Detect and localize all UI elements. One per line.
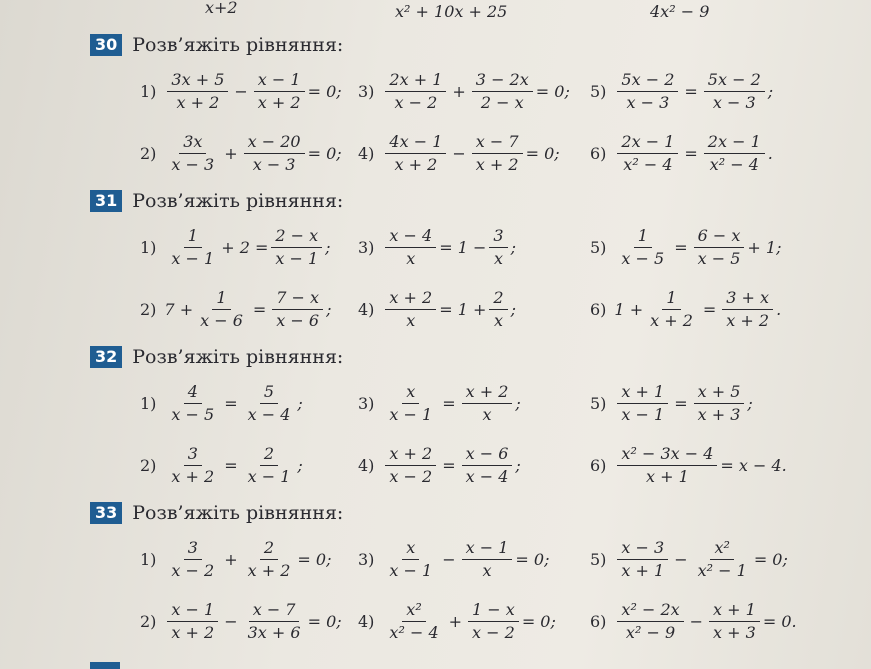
operator: =	[224, 455, 238, 475]
equation-1	[140, 372, 303, 434]
exercise-title: Розв’яжіть рівняння:	[132, 190, 344, 212]
expression-text: .	[776, 299, 782, 319]
fraction	[385, 287, 436, 332]
equation-3	[358, 216, 516, 278]
fraction	[385, 131, 446, 176]
equation-4	[358, 590, 556, 652]
numerator: 3x	[179, 131, 206, 154]
fraction	[709, 599, 760, 644]
fraction	[244, 381, 295, 426]
numerator: 1	[634, 225, 652, 248]
numerator: x + 5	[694, 381, 745, 404]
operator: −	[452, 143, 466, 163]
operator: =	[442, 393, 456, 413]
exercise-header	[90, 500, 870, 526]
next-exercise-badge-fragment	[90, 662, 120, 669]
previous-exercise-fragment	[0, 0, 871, 24]
denominator: x + 1	[621, 560, 665, 580]
fraction	[244, 443, 295, 488]
denominator: x − 5	[171, 404, 215, 424]
operator: +	[224, 549, 238, 569]
denominator: x	[493, 310, 503, 330]
numerator: 3 + x	[722, 287, 773, 310]
denominator: x − 3	[712, 92, 756, 112]
equation-4	[358, 122, 560, 184]
equation-3	[358, 528, 549, 590]
fraction	[167, 131, 218, 176]
fraction	[617, 131, 678, 176]
denominator: x	[482, 560, 492, 580]
fraction	[244, 537, 295, 582]
numerator: 3x + 5	[167, 69, 228, 92]
equation-label: 6)	[590, 455, 607, 475]
denominator: x − 4	[465, 466, 509, 486]
numerator: 5x − 2	[704, 69, 765, 92]
numerator: 4	[184, 381, 202, 404]
denominator: x² − 9	[625, 622, 676, 642]
fraction	[167, 69, 228, 114]
fraction	[244, 131, 305, 176]
fraction	[271, 225, 322, 270]
exercise-number-badge: 30	[90, 34, 122, 56]
expression-text: ;	[767, 81, 774, 101]
numerator: x + 1	[617, 381, 668, 404]
denominator: x	[482, 404, 492, 424]
equation-label: 6)	[590, 611, 607, 631]
denominator: x² − 4	[709, 154, 759, 174]
denominator: x − 3	[252, 154, 296, 174]
numerator: x − 3	[617, 537, 668, 560]
equation-label: 5)	[590, 237, 607, 257]
fraction	[489, 225, 507, 270]
equation-label: 4)	[358, 611, 375, 631]
equation-5	[590, 528, 788, 590]
numerator: x² − 2x	[617, 599, 683, 622]
top-expr-b: x² + 10x + 25	[395, 2, 508, 21]
numerator: 2x + 1	[385, 69, 446, 92]
fraction	[254, 69, 305, 114]
equation-5	[590, 60, 773, 122]
numerator: 4x − 1	[385, 131, 446, 154]
exercise-header	[90, 188, 870, 214]
equation-label: 4)	[358, 299, 375, 319]
numerator: 7 − x	[272, 287, 323, 310]
equation-label: 1)	[140, 237, 157, 257]
expression-text: = 0;	[307, 143, 342, 163]
denominator: 2 − x	[480, 92, 524, 112]
expression-text: = 0;	[753, 549, 788, 569]
fraction	[167, 225, 218, 270]
expression-text: = 0;	[535, 81, 570, 101]
denominator: x − 5	[621, 248, 665, 268]
expression-text: .	[767, 143, 773, 163]
numerator: x + 2	[385, 287, 436, 310]
denominator: x + 2	[650, 310, 693, 330]
expression-text: + 2 =	[221, 237, 269, 257]
fraction	[462, 443, 513, 488]
numerator: x − 1	[167, 599, 218, 622]
numerator: 1	[662, 287, 680, 310]
numerator: x	[402, 381, 419, 404]
fraction	[468, 599, 519, 644]
equation-label: 1)	[140, 81, 157, 101]
fraction	[167, 381, 218, 426]
equation-5	[590, 216, 781, 278]
equation-6	[590, 278, 781, 340]
denominator: x	[493, 248, 503, 268]
numerator: 1	[212, 287, 230, 310]
equation-label: 3)	[358, 549, 375, 569]
operator: +	[224, 143, 238, 163]
equation-label: 2)	[140, 455, 157, 475]
numerator: 1	[184, 225, 202, 248]
equation-label: 1)	[140, 549, 157, 569]
denominator: x + 2	[171, 466, 215, 486]
denominator: x² − 4	[623, 154, 673, 174]
operator: =	[684, 81, 698, 101]
fraction	[694, 225, 745, 270]
exercise-header	[90, 344, 870, 370]
fraction	[385, 443, 436, 488]
fraction	[167, 599, 218, 644]
fraction	[167, 537, 218, 582]
numerator: 3	[184, 443, 202, 466]
denominator: x − 1	[171, 248, 215, 268]
denominator: x + 2	[176, 92, 220, 112]
numerator: 2 − x	[271, 225, 322, 248]
operator: =	[442, 455, 456, 475]
exercise-header	[90, 32, 870, 58]
operator: −	[689, 611, 704, 631]
equation-2	[140, 278, 331, 340]
fraction	[244, 599, 305, 644]
fraction	[722, 287, 773, 332]
operator: −	[442, 549, 456, 569]
operator: −	[674, 549, 688, 569]
numerator: 3 − 2x	[472, 69, 533, 92]
expression-text: = 0;	[521, 611, 556, 631]
numerator: 3	[184, 537, 202, 560]
exercise-number-badge: 33	[90, 502, 122, 524]
equation-3	[358, 372, 521, 434]
exercise-title: Розв’яжіть рівняння:	[132, 34, 344, 56]
denominator: x + 2	[247, 560, 291, 580]
equation-label: 5)	[590, 393, 607, 413]
numerator: 3	[489, 225, 507, 248]
fraction	[385, 537, 436, 582]
numerator: 6 − x	[694, 225, 745, 248]
numerator: 2x − 1	[704, 131, 765, 154]
equation-1	[140, 216, 331, 278]
denominator: x + 2	[171, 622, 215, 642]
denominator: x + 1	[646, 466, 689, 486]
expression-text: ;	[747, 393, 753, 413]
denominator: x − 6	[276, 310, 320, 330]
numerator: 2	[260, 537, 278, 560]
expression-text: ;	[297, 455, 303, 475]
expression-text: + 1;	[747, 237, 782, 257]
expression-text: = 0.	[762, 611, 797, 631]
denominator: x − 1	[621, 404, 665, 424]
equation-label: 3)	[358, 237, 375, 257]
equation-label: 5)	[590, 549, 607, 569]
equation-6	[590, 122, 773, 184]
operator: −	[234, 81, 248, 101]
equation-1	[140, 60, 342, 122]
expression-text: 1 +	[614, 299, 644, 319]
denominator: x − 3	[171, 154, 215, 174]
numerator: 1 − x	[468, 599, 519, 622]
exercise-title: Розв’яжіть рівняння:	[132, 346, 344, 368]
equation-5	[590, 372, 753, 434]
expression-text: ;	[326, 299, 332, 319]
fraction	[704, 131, 765, 176]
denominator: x² − 4	[389, 622, 439, 642]
numerator: 2	[489, 287, 507, 310]
equation-3	[358, 60, 570, 122]
numerator: x − 1	[254, 69, 305, 92]
equation-4	[358, 434, 521, 496]
denominator: x + 3	[713, 622, 756, 642]
expression-text: 7 +	[164, 299, 194, 319]
equation-label: 3)	[358, 393, 375, 413]
denominator: x + 3	[697, 404, 741, 424]
denominator: x − 1	[389, 404, 433, 424]
fraction	[385, 599, 442, 644]
exercise-32	[90, 344, 870, 486]
numerator: 5x − 2	[617, 69, 678, 92]
fraction	[617, 69, 678, 114]
fraction	[617, 381, 668, 426]
top-expr-a: x+2	[205, 0, 238, 17]
denominator: 3x + 6	[247, 622, 301, 642]
numerator: x² − 3x − 4	[617, 443, 717, 466]
equation-label: 6)	[590, 299, 607, 319]
fraction	[646, 287, 697, 332]
equation-label: 4)	[358, 143, 375, 163]
expression-text: ;	[515, 393, 521, 413]
fraction	[617, 225, 668, 270]
numerator: x	[402, 537, 419, 560]
denominator: x − 2	[171, 560, 215, 580]
expression-text: = 1 −	[439, 237, 487, 257]
numerator: 2	[260, 443, 278, 466]
equation-label: 2)	[140, 611, 157, 631]
operator: +	[452, 81, 466, 101]
denominator: x − 3	[626, 92, 670, 112]
denominator: x − 4	[247, 404, 291, 424]
fraction	[694, 381, 745, 426]
numerator: x − 4	[385, 225, 436, 248]
expression-text: = 0;	[307, 611, 342, 631]
equation-label: 3)	[358, 81, 375, 101]
equation-label: 5)	[590, 81, 607, 101]
exercise-number-badge: 31	[90, 190, 122, 212]
expression-text: ;	[297, 393, 303, 413]
operator: =	[252, 299, 267, 319]
operator: =	[674, 237, 688, 257]
denominator: x² − 1	[697, 560, 747, 580]
equation-6	[590, 590, 797, 652]
equation-label: 6)	[590, 143, 607, 163]
equation-1	[140, 528, 331, 590]
fraction	[385, 69, 446, 114]
fraction	[617, 599, 683, 644]
numerator: 5	[260, 381, 278, 404]
expression-text: = 0;	[525, 143, 560, 163]
expression-text: = 0;	[297, 549, 332, 569]
numerator: x − 20	[244, 131, 305, 154]
fraction	[385, 381, 436, 426]
denominator: x − 2	[389, 466, 433, 486]
operator: =	[674, 393, 688, 413]
equation-label: 2)	[140, 143, 157, 163]
fraction	[462, 381, 513, 426]
equation-2	[140, 122, 342, 184]
denominator: x + 2	[726, 310, 770, 330]
equation-label: 1)	[140, 393, 157, 413]
expression-text: ;	[510, 237, 516, 257]
denominator: x − 2	[394, 92, 438, 112]
expression-text: = 1 +	[439, 299, 487, 319]
fraction	[272, 287, 323, 332]
exercise-31	[90, 188, 870, 330]
denominator: x + 2	[475, 154, 519, 174]
fraction	[462, 537, 513, 582]
expression-text: ;	[515, 455, 521, 475]
denominator: x − 5	[697, 248, 741, 268]
denominator: x + 2	[394, 154, 438, 174]
numerator: x + 2	[462, 381, 513, 404]
equation-6	[590, 434, 787, 496]
numerator: x − 6	[462, 443, 513, 466]
exercise-33	[90, 500, 870, 642]
fraction	[489, 287, 507, 332]
numerator: x − 1	[462, 537, 513, 560]
fraction	[472, 69, 533, 114]
denominator: x − 6	[200, 310, 243, 330]
numerator: x²	[710, 537, 733, 560]
numerator: 2x − 1	[617, 131, 678, 154]
fraction	[617, 537, 668, 582]
denominator: x − 1	[247, 466, 291, 486]
equation-2	[140, 590, 342, 652]
fraction	[704, 69, 765, 114]
fraction	[167, 443, 218, 488]
equation-4	[358, 278, 516, 340]
denominator: x − 1	[389, 560, 433, 580]
fraction	[617, 443, 717, 488]
fraction	[196, 287, 247, 332]
equation-2	[140, 434, 303, 496]
operator: =	[684, 143, 698, 163]
numerator: x²	[402, 599, 425, 622]
fraction	[472, 131, 523, 176]
top-expr-c: 4x² − 9	[650, 2, 710, 21]
equation-label: 4)	[358, 455, 375, 475]
numerator: x + 1	[709, 599, 760, 622]
denominator: x − 2	[472, 622, 515, 642]
numerator: x − 7	[249, 599, 300, 622]
expression-text: = x − 4.	[720, 455, 787, 475]
denominator: x − 1	[275, 248, 319, 268]
exercise-30	[90, 32, 870, 174]
expression-text: = 0;	[307, 81, 342, 101]
expression-text: ;	[510, 299, 516, 319]
operator: =	[702, 299, 717, 319]
denominator: x + 2	[257, 92, 301, 112]
fraction	[385, 225, 436, 270]
exercise-title: Розв’яжіть рівняння:	[132, 502, 344, 524]
denominator: x	[406, 248, 416, 268]
exercise-number-badge: 32	[90, 346, 122, 368]
numerator: x + 2	[385, 443, 436, 466]
expression-text: ;	[325, 237, 331, 257]
operator: +	[448, 611, 463, 631]
expression-text: = 0;	[515, 549, 550, 569]
numerator: x − 7	[472, 131, 523, 154]
fraction	[694, 537, 751, 582]
operator: =	[224, 393, 238, 413]
operator: −	[224, 611, 238, 631]
denominator: x	[406, 310, 416, 330]
equation-label: 2)	[140, 299, 157, 319]
